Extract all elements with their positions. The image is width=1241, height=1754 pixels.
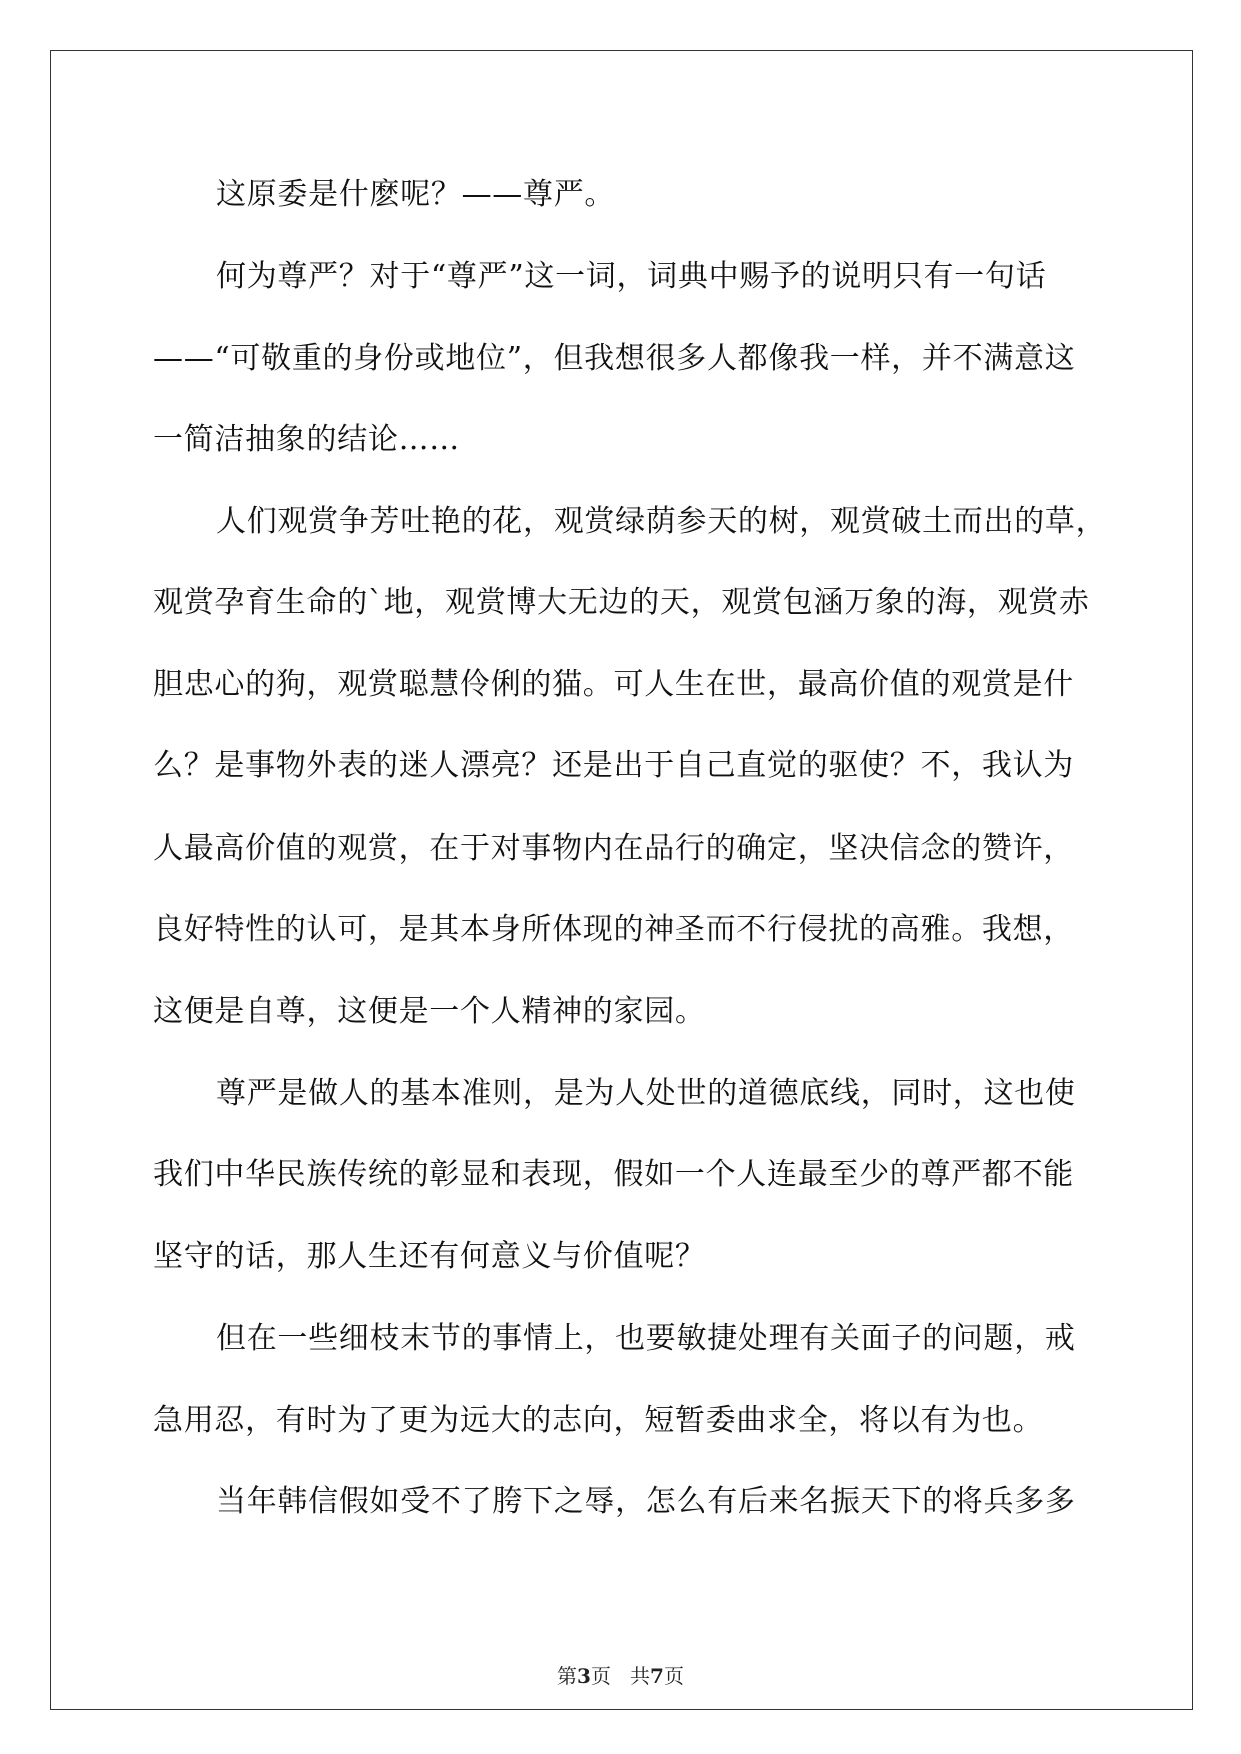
- paragraph-line: 但在一些细枝末节的事情上，也要敏捷处理有关面子的问题，戒: [216, 1321, 1076, 1356]
- paragraph-line: 人们观赏争芳吐艳的花，观赏绿荫参天的树，观赏破土而出的草，: [216, 504, 1107, 539]
- paragraph-line: 我们中华民族传统的彰显和表现，假如一个人连最至少的尊严都不能: [153, 1157, 1074, 1192]
- paragraph-line: 么？是事物外表的迷人漂亮？还是出于自己直觉的驱使？不，我认为: [153, 748, 1074, 783]
- paragraph-line: 尊严是做人的基本准则，是为人处世的道德底线，同时，这也使: [216, 1076, 1076, 1111]
- page-number-current: 3: [577, 1664, 591, 1688]
- page-number-total: 7: [650, 1664, 664, 1688]
- paragraph-line: 何为尊严？对于“尊严”这一词，词典中赐予的说明只有一句话: [216, 259, 1047, 294]
- paragraph-line: 当年韩信假如受不了胯下之辱，怎么有后来名振天下的将兵多多: [216, 1484, 1076, 1519]
- page-border: [50, 50, 1193, 1710]
- paragraph-line: 急用忍，有时为了更为远大的志向，短暂委曲求全，将以有为也。: [153, 1403, 1044, 1438]
- paragraph-line: 这原委是什麽呢？——尊严。: [216, 177, 616, 212]
- paragraph-line: 胆忠心的狗，观赏聪慧伶俐的猫。可人生在世，最高价值的观赏是什: [153, 667, 1074, 702]
- paragraph-line: 人最高价值的观赏，在于对事物内在品行的确定，坚决信念的赞许，: [153, 831, 1074, 866]
- paragraph-line: 一简洁抽象的结论……: [153, 422, 460, 457]
- page-suffix: 页 共: [590, 1664, 651, 1688]
- paragraph-line: 良好特性的认可，是其本身所体现的神圣而不行侵扰的高雅。我想，: [153, 912, 1074, 947]
- paragraph-line: 观赏孕育生命的`地，观赏博大无边的天，观赏包涵万象的海，观赏赤: [153, 585, 1090, 620]
- page-footer: [0, 1664, 1241, 1688]
- page-prefix: 第: [557, 1664, 578, 1688]
- paragraph-line: 坚守的话，那人生还有何意义与价值呢？: [153, 1239, 706, 1274]
- total-suffix: 页: [663, 1664, 684, 1688]
- paragraph-line: 这便是自尊，这便是一个人精神的家园。: [153, 994, 706, 1029]
- paragraph-line: ——“可敬重的身份或地位”，但我想很多人都像我一样，并不满意这: [153, 341, 1076, 376]
